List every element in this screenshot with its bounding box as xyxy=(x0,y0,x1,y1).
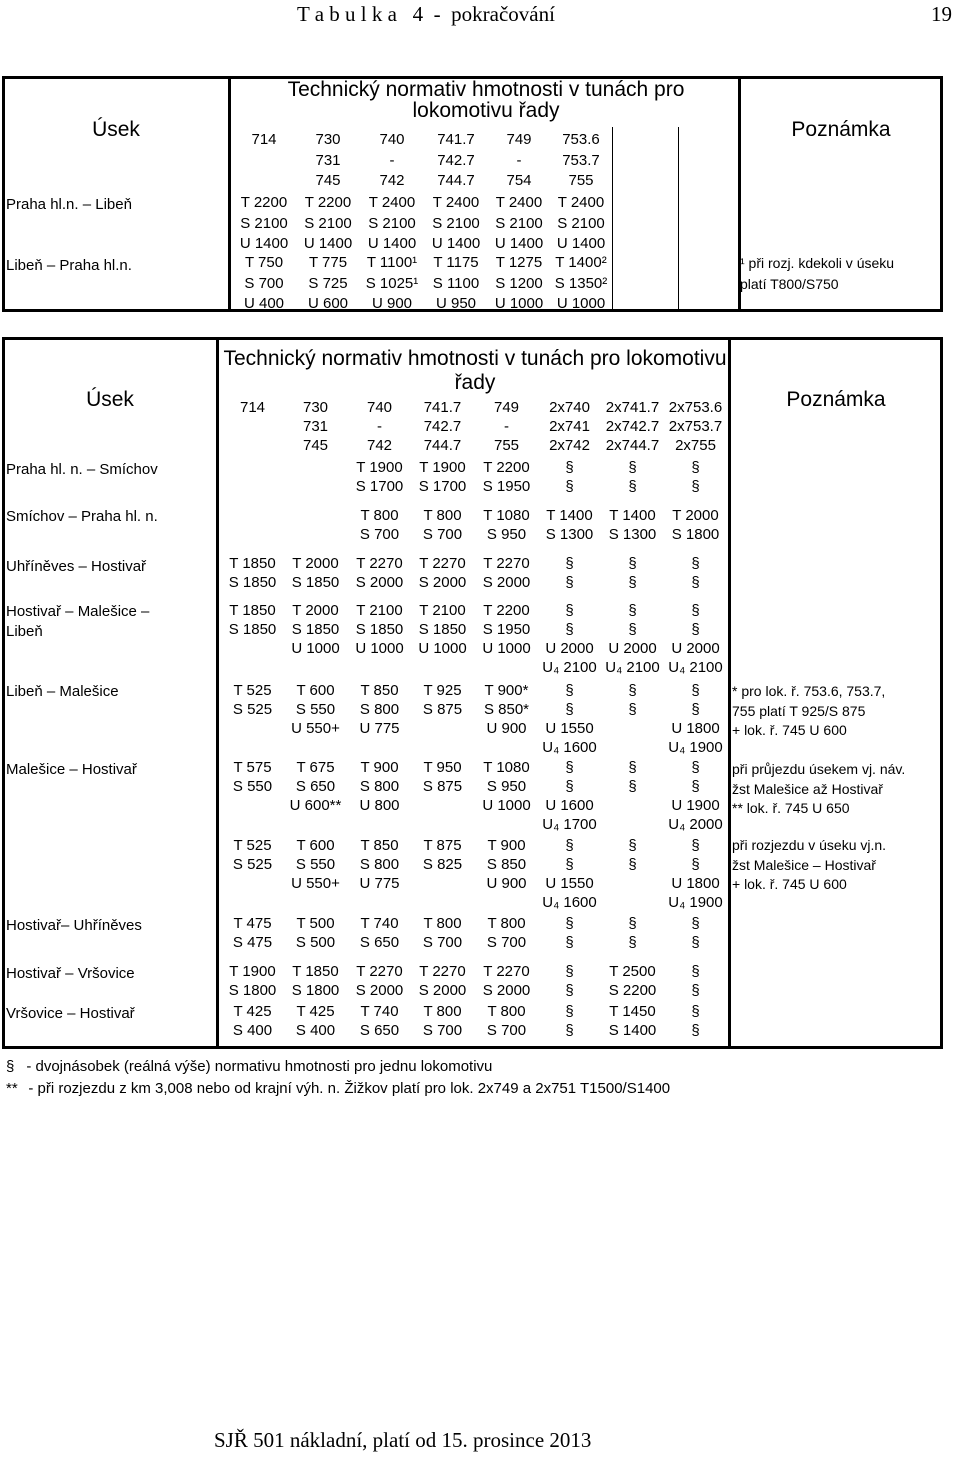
table-1-section-name: Libeň – Praha hl.n. xyxy=(6,257,132,274)
table-2-value-cell: T 2200 S 1950 U 1000 xyxy=(482,602,531,657)
table-2-loco-class: 2x740 2x741 2x742 xyxy=(549,399,590,454)
page-header-title: T a b u l k a 4 - pokračování xyxy=(297,2,555,26)
table-2-section-name: Praha hl. n. – Smíchov xyxy=(6,461,158,478)
table-2-value-cell: T 475 S 475 xyxy=(232,915,273,951)
table-1-value-cell: T 2200 S 2100 U 1400 xyxy=(239,194,289,252)
table-2-divider-right xyxy=(728,337,731,1049)
table-2-value-cell: T 800 S 700 xyxy=(486,1003,527,1039)
table-2-section-name: Hostivař – Malešice – Libeň xyxy=(6,603,150,640)
table-2-value-cell: § § xyxy=(628,759,637,795)
table-2-section-name: Uhříněves – Hostivař xyxy=(6,558,147,575)
table-2-value-cell: § § xyxy=(565,459,574,495)
table-2-value-cell: T 2270 S 2000 xyxy=(355,555,404,591)
table-1-value-cell: T 2400 S 2100 U 1400 xyxy=(494,194,544,252)
table-2-value-cell: T 1850 S 1850 xyxy=(228,602,277,638)
table-1-value-cell: T 2400 S 2100 U 1400 xyxy=(556,194,606,252)
table-2-value-cell: T 600 S 550 U 550+ xyxy=(291,682,340,737)
table-2-value-cell: § § xyxy=(691,459,700,495)
table-2-value-cell: T 2200 S 1950 xyxy=(482,459,531,495)
table-2-value-cell: § § U 2000 U₄ 2100 xyxy=(668,602,723,676)
table-2-divider-left xyxy=(216,337,219,1049)
table-2-value-cell: T 500 S 500 xyxy=(295,915,336,951)
table-1-value-cell: T 1175 S 1100 U 950 xyxy=(432,254,480,312)
table-2-value-cell: T 525 S 525 xyxy=(232,682,273,718)
table-2-value-cell: § § xyxy=(691,555,700,591)
table-2-value-cell: § § xyxy=(565,555,574,591)
table-2-section-name: Libeň – Malešice xyxy=(6,683,119,700)
table-1-value-cell: T 1100¹ S 1025¹ U 900 xyxy=(365,254,419,312)
table-2-value-cell: T 850 S 800 U 775 xyxy=(359,837,400,892)
table-2-value-cell: T 1080 S 950 U 1000 xyxy=(482,759,531,814)
legend-text: - při rozjezdu z km 3,008 nebo od krajní výh. n. Žižkov platí pro lok. 2x749 a 2x751 T1500/S1400 xyxy=(20,1080,671,1097)
table-1-value-cell: T 1275 S 1200 U 1000 xyxy=(494,254,544,312)
table-2-value-cell: T 925 S 875 xyxy=(422,682,463,718)
table-2-value-cell: T 800 S 700 xyxy=(359,507,400,543)
table-1-loco-class: 753.6 753.7 755 xyxy=(562,131,600,189)
table-2-value-cell: T 2270 S 2000 xyxy=(355,963,404,999)
table-1-loco-class: 741.7 742.7 744.7 xyxy=(437,131,475,189)
table-1-loco-class: 749 - 754 xyxy=(506,131,532,189)
legend-text: - dvojnásobek (reálná výše) normativu hmotnosti pro jednu lokomotivu xyxy=(18,1058,493,1075)
page-footer: SJŘ 501 nákladní, platí od 15. prosince 2013 xyxy=(214,1428,592,1452)
table-2-value-cell: T 900 S 850 U 900 xyxy=(486,837,527,892)
table-2-value-cell: § § U 1800 U₄ 1900 xyxy=(668,837,723,911)
table-1-loco-class: 714 xyxy=(251,131,277,148)
table-1-loco-class: 740 - 742 xyxy=(379,131,405,189)
table-2-loco-class: 730 731 745 xyxy=(302,399,329,454)
table-2-usek-header: Úsek xyxy=(86,388,134,411)
table-2-value-cell: T 800 S 700 xyxy=(422,915,463,951)
table-2-value-cell: T 425 S 400 xyxy=(232,1003,273,1039)
table-2-note: * pro lok. ř. 753.6, 753.7, 755 platí T 925/S 875 + lok. ř. 745 U 600 xyxy=(732,683,886,738)
table-2-value-cell: T 800 S 700 xyxy=(422,1003,463,1039)
table-2-section-name: Hostivař – Vršovice xyxy=(6,965,135,982)
table-1-value-cell: T 2400 S 2100 U 1400 xyxy=(431,194,481,252)
table-2-value-cell: § § xyxy=(565,1003,574,1039)
table-2-value-cell: T 740 S 650 xyxy=(359,915,400,951)
table-2-value-cell: § § U 1800 U₄ 1900 xyxy=(668,682,723,756)
table-2-value-cell: § § U 2000 U₄ 2100 xyxy=(605,602,660,676)
table-2-note: při průjezdu úsekem vj. náv. žst Malešice až Hostivař ** lok. ř. 745 U 650 xyxy=(732,761,906,816)
table-2-value-cell: § § xyxy=(628,915,637,951)
table-2-value-cell: T 2000 S 1800 xyxy=(671,507,720,543)
table-2-loco-class: 741.7 742.7 744.7 xyxy=(423,399,462,454)
table-2-value-cell: T 1450 S 1400 xyxy=(608,1003,657,1039)
table-1-note-header: Poznámka xyxy=(791,118,891,141)
table-2-value-cell: T 2500 S 2200 xyxy=(608,963,657,999)
table-2-value-cell: T 1900 S 1700 xyxy=(355,459,404,495)
table-2-value-cell: T 525 S 525 xyxy=(232,837,273,873)
table-2-note-header: Poznámka xyxy=(786,388,886,411)
table-2-value-cell: T 1080 S 950 xyxy=(483,507,530,543)
table-2-value-cell: T 2270 S 2000 xyxy=(418,555,467,591)
table-1-usek-header: Úsek xyxy=(92,118,140,141)
table-2-section-name: Vršovice – Hostivař xyxy=(6,1005,135,1022)
table-1-norm-title: Technický normativ hmotnosti v tunách pro lokomotivu řady xyxy=(287,78,685,122)
table-2-value-cell: T 2100 S 1850 U 1000 xyxy=(418,602,467,657)
table-1-value-cell: T 2400 S 2100 U 1400 xyxy=(367,194,417,252)
table-2-note: při rozjezdu v úseku vj.n. žst Malešice – Hostivař + lok. ř. 745 U 600 xyxy=(732,837,887,892)
table-2-value-cell: § § U 1550 U₄ 1600 xyxy=(542,682,597,756)
table-2-loco-class: 714 xyxy=(239,399,266,416)
table-2-value-cell: T 2270 S 2000 xyxy=(482,963,531,999)
table-2-value-cell: § § xyxy=(691,915,700,951)
legend-symbol: ** xyxy=(6,1080,18,1097)
table-2-value-cell: T 900 S 800 U 800 xyxy=(359,759,400,814)
table-2-value-cell: T 2000 S 1850 xyxy=(291,555,340,591)
table-2-value-cell: § § U 1900 U₄ 2000 xyxy=(668,759,723,833)
table-2-value-cell: T 900* S 850* U 900 xyxy=(483,682,530,737)
table-2-value-cell: § § xyxy=(628,555,637,591)
table-1-loco-class: 730 731 745 xyxy=(315,131,341,189)
table-1-inner-divider xyxy=(612,127,613,312)
table-1-section-name: Praha hl.n. – Libeň xyxy=(6,196,132,213)
table-2-loco-class: 2x753.6 2x753.7 2x755 xyxy=(668,399,723,454)
table-2-value-cell: § § U 1550 U₄ 1600 xyxy=(542,837,597,911)
table-2-value-cell: § § xyxy=(691,1003,700,1039)
table-2-value-cell: T 1900 S 1800 xyxy=(228,963,277,999)
table-1-value-cell: T 775 S 725 U 600 xyxy=(307,254,349,312)
table-2-value-cell: § § xyxy=(628,682,637,718)
legend-symbol: § xyxy=(6,1058,15,1075)
table-2-value-cell: T 2100 S 1850 U 1000 xyxy=(355,602,404,657)
table-2-value-cell: T 2270 S 2000 xyxy=(482,555,531,591)
table-2-value-cell: § § U 2000 U₄ 2100 xyxy=(542,602,597,676)
table-2-value-cell: T 2000 S 1850 U 1000 xyxy=(291,602,340,657)
table-2-value-cell: T 1400 S 1300 xyxy=(608,507,657,543)
table-1-note: ¹ při rozj. kdekoli v úseku platí T800/S750 xyxy=(740,255,895,292)
table-2-value-cell: T 875 S 825 xyxy=(422,837,463,873)
table-1-value-cell: T 2200 S 2100 U 1400 xyxy=(303,194,353,252)
table-2-value-cell: § § U 1600 U₄ 1700 xyxy=(542,759,597,833)
table-2-value-cell: T 1850 S 1850 xyxy=(228,555,277,591)
table-2-value-cell: T 600 S 550 U 550+ xyxy=(291,837,340,892)
table-2-value-cell: T 1400 S 1300 xyxy=(545,507,594,543)
table-1-value-cell: T 1400² S 1350² U 1000 xyxy=(554,254,608,312)
table-2-value-cell: § § xyxy=(565,963,574,999)
table-2-value-cell: § § xyxy=(565,915,574,951)
table-2-section-name: Smíchov – Praha hl. n. xyxy=(6,508,158,525)
table-2-value-cell: T 740 S 650 xyxy=(359,1003,400,1039)
table-1-inner-divider xyxy=(678,127,679,312)
table-2-value-cell: T 1850 S 1800 xyxy=(291,963,340,999)
table-2-loco-class: 740 - 742 xyxy=(366,399,393,454)
table-2-value-cell: T 425 S 400 xyxy=(295,1003,336,1039)
table-2-loco-class: 2x741.7 2x742.7 2x744.7 xyxy=(605,399,660,454)
table-2-value-cell: T 575 S 550 xyxy=(232,759,273,795)
table-2-section-name: Hostivař– Uhříněves xyxy=(6,917,142,934)
table-2-value-cell: T 800 S 700 xyxy=(422,507,463,543)
table-2-value-cell: § § xyxy=(628,459,637,495)
table-2-value-cell: § § xyxy=(628,837,637,873)
page-number: 19 xyxy=(931,2,952,26)
table-2-norm-title: Technický normativ hmotnosti v tunách pro lokomotivu řady xyxy=(223,347,727,394)
table-2-value-cell: § § xyxy=(691,963,700,999)
table-1-value-cell: T 750 S 700 U 400 xyxy=(243,254,285,312)
table-2-value-cell: T 800 S 700 xyxy=(486,915,527,951)
table-2-value-cell: T 850 S 800 U 775 xyxy=(359,682,400,737)
table-2-value-cell: T 675 S 650 U 600** xyxy=(289,759,342,814)
table-2-loco-class: 749 - 755 xyxy=(493,399,520,454)
table-2-value-cell: T 2270 S 2000 xyxy=(418,963,467,999)
table-2-section-name: Malešice – Hostivař xyxy=(6,761,137,778)
table-2-value-cell: T 1900 S 1700 xyxy=(418,459,467,495)
table-2-value-cell: T 950 S 875 xyxy=(422,759,463,795)
